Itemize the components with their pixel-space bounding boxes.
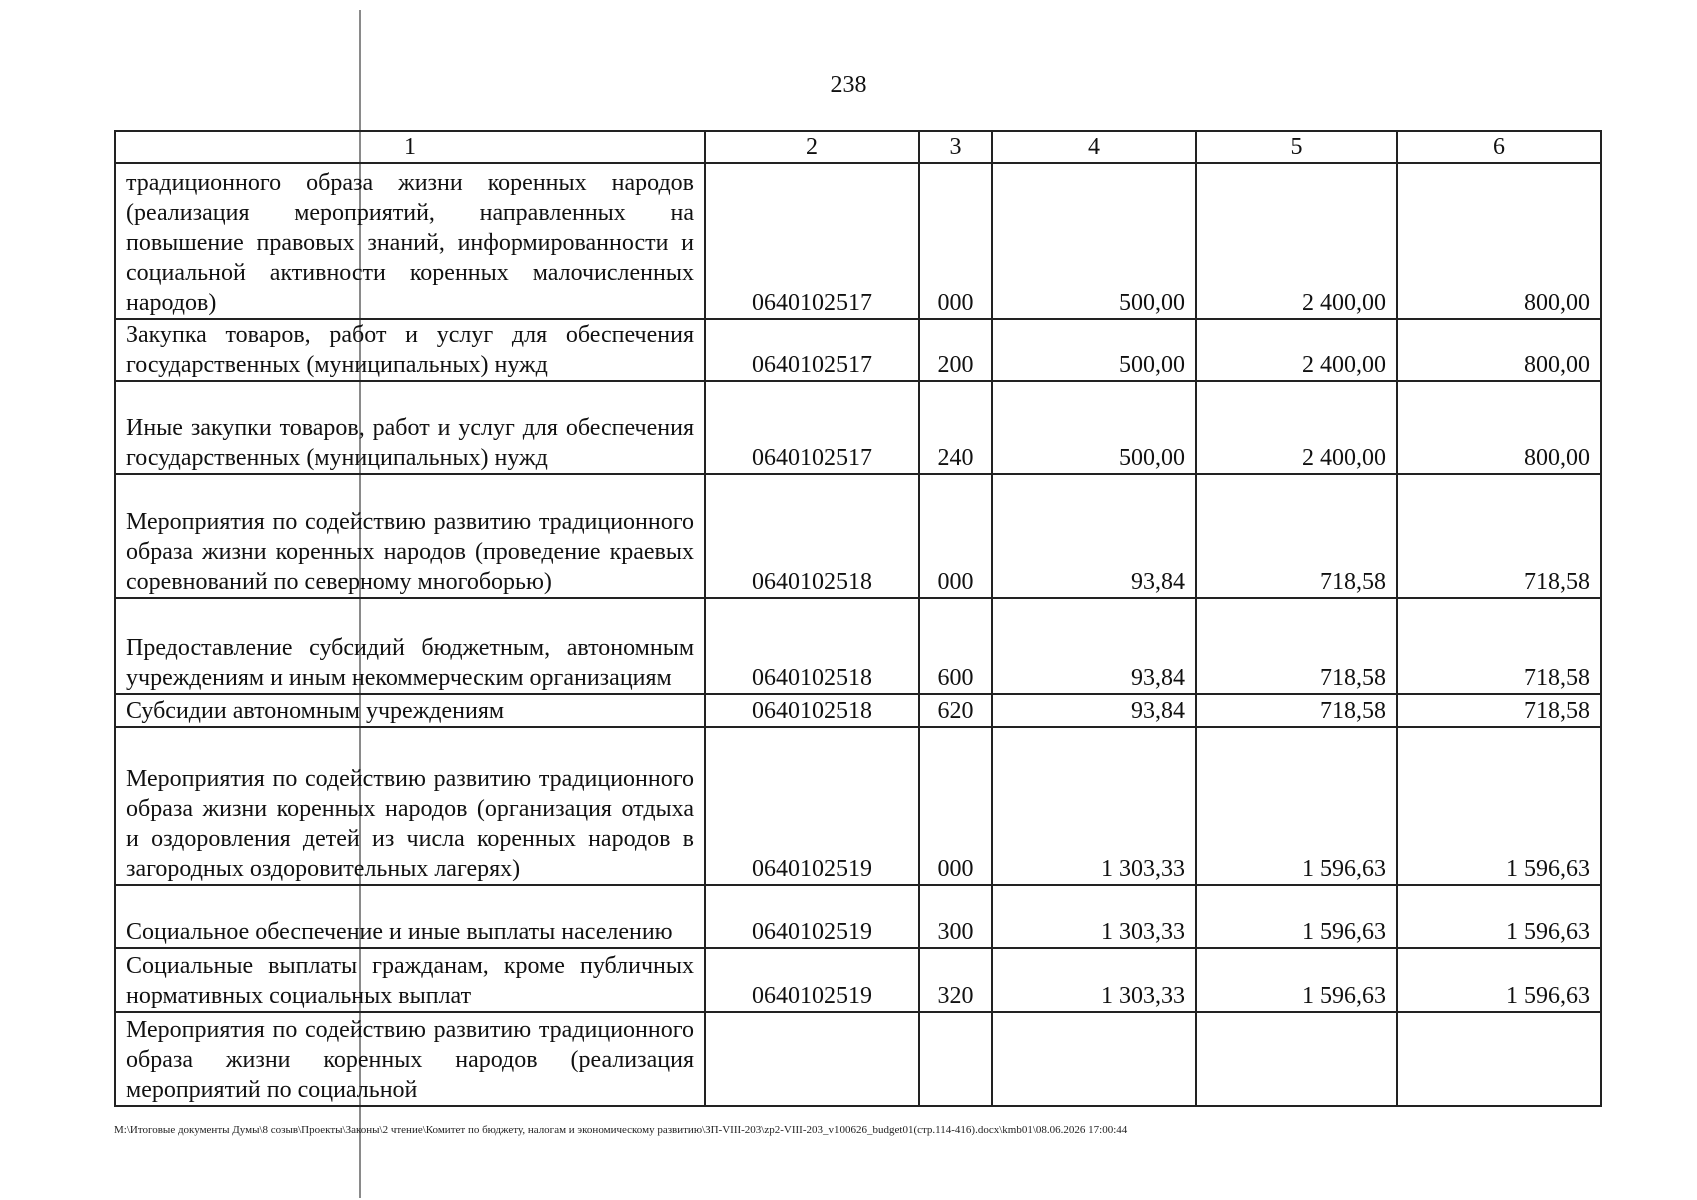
- row-expense-type: 000: [919, 474, 992, 598]
- table-row: [115, 163, 1601, 319]
- row-name: Мероприятия по содействию развитию традиционного образа жизни коренных народов (проведение краевых соревнований по северному многоборью): [115, 474, 705, 598]
- row-value-col6: 718,58: [1397, 598, 1601, 694]
- column-header-2: 2: [705, 131, 919, 163]
- table-body: [115, 163, 1601, 1106]
- column-header-5: 5: [1196, 131, 1397, 163]
- row-name: традиционного образа жизни коренных народов (реализация мероприятий, направленных на повышение правовых знаний, информированности и социальной активности коренных малочисленных народов): [115, 163, 705, 319]
- row-expense-type: 200: [919, 319, 992, 381]
- file-path-footer: M:\Итоговые документы Думы\8 созыв\Проекты\Законы\2 чтение\Комитет по бюджету, налогам и экономическому развитию\ЗП-VIII-203\zp2-VIII-203_v100626_budget01(стр.114-416).docx\kmb01\08.06.2026 17:00:44: [114, 1124, 1128, 1136]
- table-row: [115, 885, 1601, 948]
- row-code: 0640102518: [705, 598, 919, 694]
- row-name: Субсидии автономным учреждениям: [115, 694, 705, 727]
- row-value-col4: 1 303,33: [992, 885, 1196, 948]
- row-value-col5: 2 400,00: [1196, 381, 1397, 474]
- row-value-col6: 800,00: [1397, 381, 1601, 474]
- row-value-col6: 800,00: [1397, 319, 1601, 381]
- row-code: [705, 1012, 919, 1106]
- row-value-col4: 500,00: [992, 381, 1196, 474]
- row-value-col5: 1 596,63: [1196, 885, 1397, 948]
- row-value-col6: 800,00: [1397, 163, 1601, 319]
- budget-table: [114, 130, 1602, 1107]
- row-code: 0640102519: [705, 885, 919, 948]
- column-header-6: 6: [1397, 131, 1601, 163]
- row-value-col4: 93,84: [992, 598, 1196, 694]
- row-expense-type: 000: [919, 163, 992, 319]
- column-header-3: 3: [919, 131, 992, 163]
- row-value-col4: 500,00: [992, 319, 1196, 381]
- row-value-col5: 718,58: [1196, 474, 1397, 598]
- row-value-col6: 718,58: [1397, 474, 1601, 598]
- table-row: [115, 948, 1601, 1012]
- row-name: Социальные выплаты гражданам, кроме публичных нормативных социальных выплат: [115, 948, 705, 1012]
- row-value-col6: 1 596,63: [1397, 727, 1601, 885]
- row-expense-type: 620: [919, 694, 992, 727]
- row-value-col6: 1 596,63: [1397, 885, 1601, 948]
- header-row: [115, 131, 1601, 163]
- row-value-col4: 93,84: [992, 474, 1196, 598]
- column-header-4: 4: [992, 131, 1196, 163]
- row-value-col4: 500,00: [992, 163, 1196, 319]
- table-row: [115, 381, 1601, 474]
- row-value-col4: [992, 1012, 1196, 1106]
- row-code: 0640102518: [705, 694, 919, 727]
- column-header-1: 1: [115, 131, 705, 163]
- table-header: [115, 131, 1601, 163]
- row-expense-type: 300: [919, 885, 992, 948]
- row-code: 0640102517: [705, 381, 919, 474]
- row-expense-type: 320: [919, 948, 992, 1012]
- row-name: Мероприятия по содействию развитию традиционного образа жизни коренных народов (реализация мероприятий по социальной: [115, 1012, 705, 1106]
- table-row: [115, 727, 1601, 885]
- row-code: 0640102518: [705, 474, 919, 598]
- page-number: 238: [830, 72, 867, 98]
- table-row: [115, 474, 1601, 598]
- row-name: Мероприятия по содействию развитию традиционного образа жизни коренных народов (организация отдыха и оздоровления детей из числа коренных народов в загородных оздоровительных лагерях): [115, 727, 705, 885]
- row-expense-type: 600: [919, 598, 992, 694]
- row-name: Социальное обеспечение и иные выплаты населению: [115, 885, 705, 948]
- row-value-col5: 2 400,00: [1196, 163, 1397, 319]
- row-value-col6: 718,58: [1397, 694, 1601, 727]
- row-value-col6: 1 596,63: [1397, 948, 1601, 1012]
- row-value-col4: 1 303,33: [992, 948, 1196, 1012]
- row-name: Иные закупки товаров, работ и услуг для обеспечения государственных (муниципальных) нужд: [115, 381, 705, 474]
- row-code: 0640102519: [705, 948, 919, 1012]
- row-value-col5: 718,58: [1196, 694, 1397, 727]
- table-row: [115, 319, 1601, 381]
- row-value-col5: 1 596,63: [1196, 948, 1397, 1012]
- row-name: Закупка товаров, работ и услуг для обеспечения государственных (муниципальных) нужд: [115, 319, 705, 381]
- row-value-col5: 1 596,63: [1196, 727, 1397, 885]
- row-name: Предоставление субсидий бюджетным, автономным учреждениям и иным некоммерческим организациям: [115, 598, 705, 694]
- row-value-col6: [1397, 1012, 1601, 1106]
- row-code: 0640102517: [705, 319, 919, 381]
- row-code: 0640102519: [705, 727, 919, 885]
- row-expense-type: 240: [919, 381, 992, 474]
- row-expense-type: 000: [919, 727, 992, 885]
- table-row: [115, 598, 1601, 694]
- row-expense-type: [919, 1012, 992, 1106]
- row-value-col5: 2 400,00: [1196, 319, 1397, 381]
- row-value-col5: 718,58: [1196, 598, 1397, 694]
- row-value-col5: [1196, 1012, 1397, 1106]
- table-row: [115, 694, 1601, 727]
- row-value-col4: 93,84: [992, 694, 1196, 727]
- row-code: 0640102517: [705, 163, 919, 319]
- row-value-col4: 1 303,33: [992, 727, 1196, 885]
- table-row: [115, 1012, 1601, 1106]
